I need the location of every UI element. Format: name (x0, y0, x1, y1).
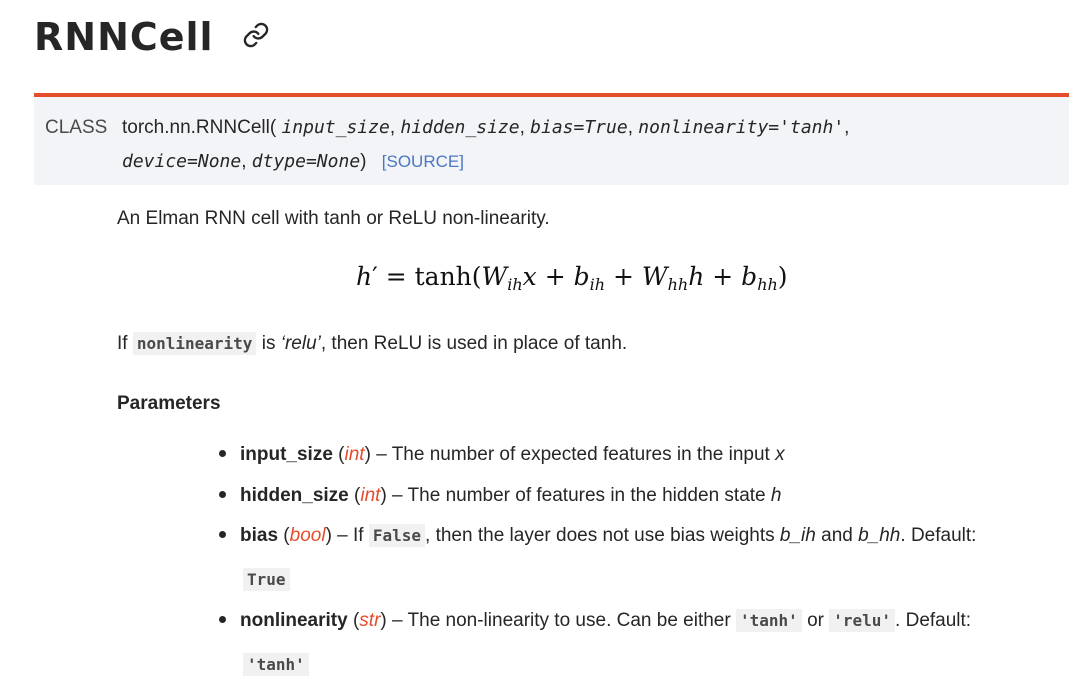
bullet (219, 450, 226, 457)
param-code-1: 'tanh' (736, 609, 802, 632)
signature-line-1: torch.nn.RNNCell( input_size, hidden_size, bias=True, nonlinearity='tanh', (122, 117, 850, 138)
param-code-2: 'relu' (829, 609, 895, 632)
arg-device: device=None (122, 151, 242, 172)
param-hidden-size: hidden_size (int) – The number of features in the hidden state h (219, 485, 781, 507)
param-var: x (775, 444, 785, 465)
param-desc-c: . Default: (900, 525, 977, 546)
param-default: 'tanh' (243, 653, 309, 676)
param-desc: The number of features in the hidden state (407, 485, 766, 506)
close-paren: ) (360, 151, 367, 172)
nonlinearity-note (117, 333, 627, 355)
arg-dtype: dtype=None (251, 151, 361, 172)
param-desc-b: , then the layer does not use bias weights (425, 525, 775, 546)
bullet (219, 616, 226, 623)
class-label: CLASS (45, 117, 108, 138)
param-code: False (369, 524, 425, 547)
param-nonlinearity-default (243, 654, 309, 676)
source-link[interactable]: [SOURCE] (381, 152, 464, 171)
parameters-heading: Parameters (117, 393, 221, 414)
param-name: input_size (240, 444, 333, 465)
note-middle: is (261, 333, 276, 354)
param-name: nonlinearity (240, 610, 348, 631)
note-prefix: If (117, 333, 128, 354)
param-type-link[interactable]: int (344, 444, 365, 465)
note-quoted: ‘relu’ (280, 333, 321, 354)
arg-input-size: input_size (281, 117, 390, 138)
page-title-text: RNNCell (34, 15, 214, 59)
description: An Elman RNN cell with tanh or ReLU non-linearity. (117, 208, 550, 229)
param-input-size: input_size (int) – The number of expected features in the input x (219, 444, 785, 466)
arg-nonlinearity: nonlinearity='tanh' (638, 117, 845, 138)
link-icon[interactable] (242, 11, 270, 61)
param-type-link[interactable]: int (360, 485, 381, 506)
param-default: True (243, 568, 290, 591)
param-var: h (770, 485, 782, 506)
note-code: nonlinearity (133, 332, 257, 355)
param-name: bias (240, 525, 279, 546)
param-var-1: b_ih (779, 525, 816, 546)
param-desc-a: The non-linearity to use. Can be either (407, 610, 731, 631)
param-bias-default (243, 569, 290, 591)
param-name: hidden_size (240, 485, 349, 506)
arg-bias: bias=True (530, 117, 628, 138)
signature-line-2: device=None, dtype=None) [SOURCE] (122, 151, 464, 172)
page-title (34, 12, 270, 62)
note-suffix: , then ReLU is used in place of tanh. (320, 333, 628, 354)
param-desc-b: . Default: (895, 610, 972, 631)
class-name: torch.nn.RNNCell (122, 117, 270, 138)
param-or: or (807, 610, 824, 631)
param-and: and (821, 525, 853, 546)
param-type-link[interactable]: str (359, 610, 381, 631)
arg-hidden-size: hidden_size (400, 117, 520, 138)
param-nonlinearity: nonlinearity (str) – The non-linearity to use. Can be either 'tanh' or 'relu' . Default: (219, 610, 971, 632)
param-desc-a: If (353, 525, 364, 546)
param-bias: bias (bool) – If False , then the layer does not use bias weights b_ih and b_hh. Default: (219, 525, 976, 547)
param-var-2: b_hh (858, 525, 901, 546)
open-paren: ( (269, 117, 277, 138)
bullet (219, 491, 226, 498)
formula: $h' = \tanh(W_{ih}x + b_{ih} + W_{hh}h + b_{hh})$ (356, 262, 788, 294)
param-desc: The number of expected features in the input (391, 444, 770, 465)
bullet (219, 531, 226, 538)
class-signature (34, 93, 1069, 185)
param-type-link[interactable]: bool (289, 525, 326, 546)
